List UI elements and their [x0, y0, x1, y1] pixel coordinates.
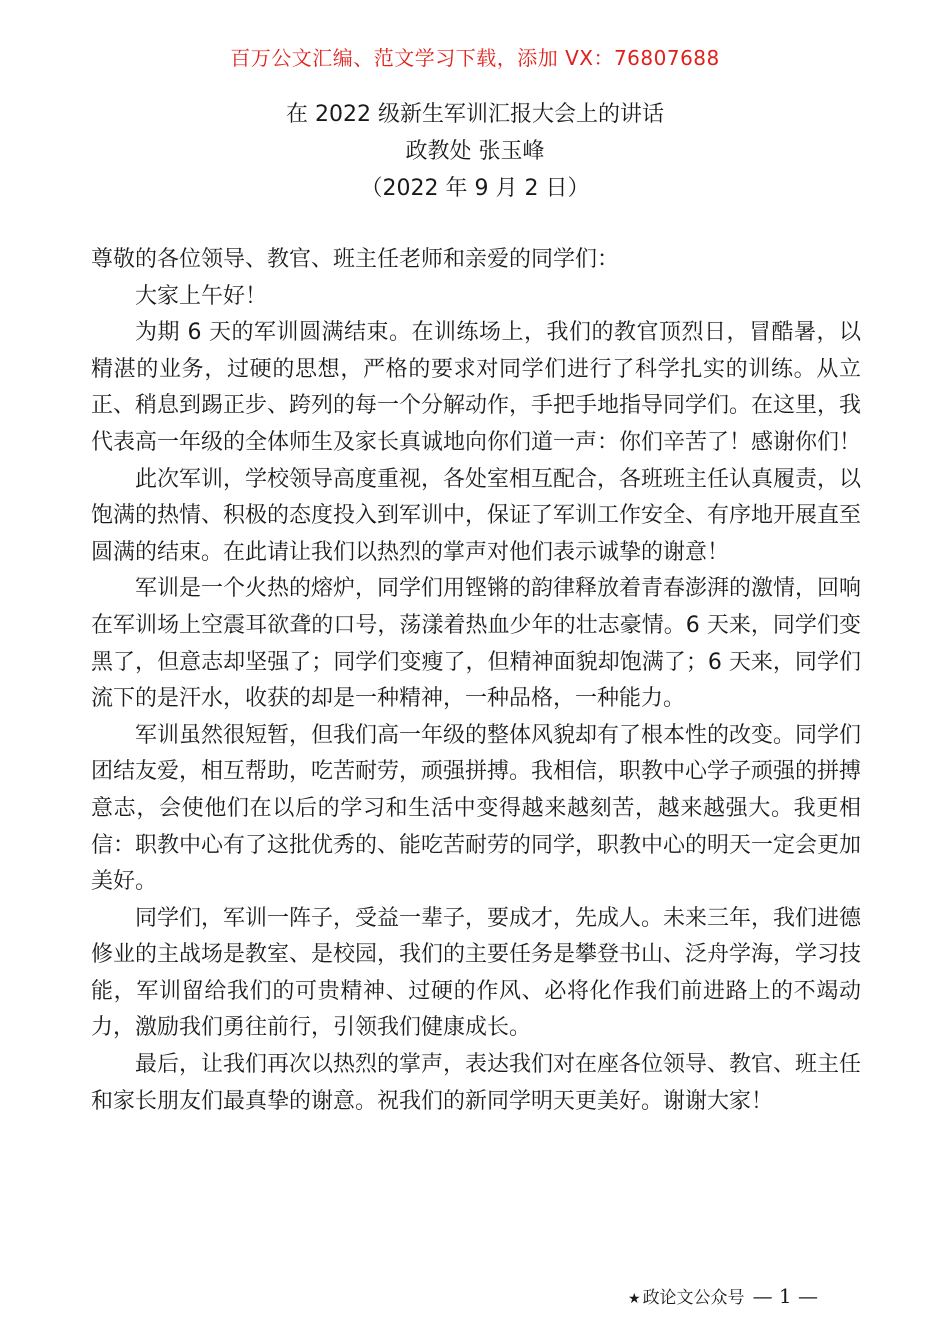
- paragraph: 大家上午好！: [135, 283, 268, 309]
- footer-source: 政论文公众号: [642, 1288, 745, 1308]
- author-line: 政教处 张玉峰: [405, 139, 545, 164]
- title-block: [0, 96, 950, 207]
- paragraph: 为期 6 天的军训圆满结束。在训练场上，我们的教官顶烈日，冒酷暑，以精湛的业务，过硬的思想，严格的要求对同学们进行了科学扎实的训练。从立正、稍息到踢正步、跨列的每一个分解动作，手把手地指导同学们。在这里，我代表高一年级的全体师生及家长真诚地向你们道一声：你们辛苦了！感谢你们！: [91, 320, 862, 455]
- paragraph: 最后，让我们再次以热烈的掌声，表达我们对在座各位领导、教官、班主任和家长朋友们最真挚的谢意。祝我们的新同学明天更美好。谢谢大家！: [91, 1052, 862, 1114]
- page-number: — 1 —: [752, 1284, 819, 1308]
- paragraph: 此次军训，学校领导高度重视，各处室相互配合，各班班主任认真履责，以饱满的热情、积极的态度投入到军训中，保证了军训工作安全、有序地开展直至圆满的结束。在此请让我们以热烈的掌声对他们表示诚挚的谢意！: [91, 466, 862, 565]
- speech-body: [91, 242, 861, 1120]
- paragraph: 军训是一个火热的熔炉，同学们用铿锵的韵律释放着青春澎湃的激情，回响在军训场上空震耳欲聋的口号，荡漾着热血少年的壮志豪情。6 天来，同学们变黑了，但意志却坚强了；同学们变瘦了，但精神面貌却饱满了；6 天来，同学们流下的是汗水，收获的却是一种精神，一种品格，一种能力。: [91, 576, 862, 712]
- paragraph: 同学们，军训一阵子，受益一辈子，要成才，先成人。未来三年，我们进德修业的主战场是教室、是校园，我们的主要任务是攀登书山、泛舟学海，学习技能，军训留给我们的可贵精神、过硬的作风、必将化作我们前进路上的不竭动力，激励我们勇往前行，引领我们健康成长。: [91, 905, 862, 1041]
- salutation: 尊敬的各位领导、教官、班主任老师和亲爱的同学们：: [91, 247, 620, 272]
- paragraph: 军训虽然很短暂，但我们高一年级的整体风貌却有了根本性的改变。同学们团结友爱，相互帮助，吃苦耐劳，顽强拼搏。我相信，职教中心学子顽强的拼搏意志，会使他们在以后的学习和生活中变得越来越刻苦，越来越强大。我更相信：职教中心有了这批优秀的、能吃苦耐劳的同学，职教中心的明天一定会更加美好。: [91, 722, 862, 895]
- date-line: （2022 年 9 月 2 日）: [360, 176, 590, 201]
- header-banner: 百万公文汇编、范文学习下载，添加 VX：76807688: [230, 46, 720, 70]
- star-icon: ★: [628, 1291, 641, 1307]
- page-title: 在 2022 级新生军训汇报大会上的讲话: [286, 102, 664, 127]
- page-footer: [628, 1282, 818, 1313]
